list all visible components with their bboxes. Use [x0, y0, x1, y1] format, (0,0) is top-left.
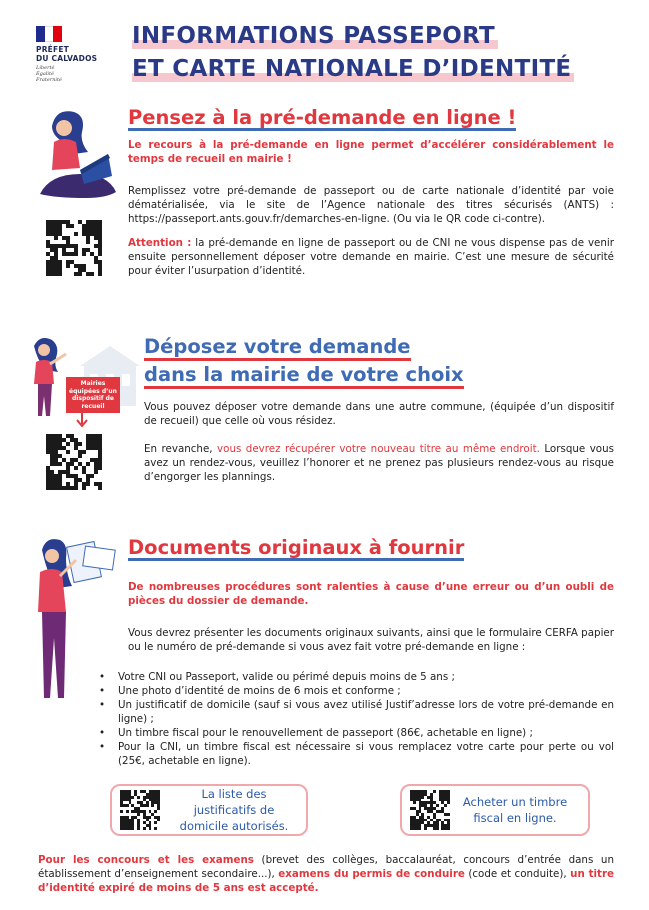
woman-laptop-illustration — [34, 106, 118, 204]
qr-code-icon[interactable] — [46, 434, 102, 490]
mairies-tag: Mairies équipées d’un dispositif de recueil — [66, 377, 120, 413]
title-line1: INFORMATIONS PASSEPORT — [132, 20, 498, 53]
prefecture-logo — [36, 26, 126, 83]
section1-lead: Le recours à la pré-demande en ligne permet d’accélérer considérablement le temps de recueil en mairie ! — [128, 139, 614, 165]
list-item: • Un justificatif de domicile (sauf si vous avez utilisé Justif’adresse lors de votre pré-demande en ligne) ; — [98, 698, 614, 726]
list-item: • Une photo d’identité de moins de 6 mois et conforme ; — [98, 684, 614, 698]
list-item: • Un timbre fiscal pour le renouvellement de passeport (86€, achetable en ligne) ; — [98, 726, 614, 740]
arrow-down-icon — [76, 410, 88, 430]
justificatifs-button[interactable]: La liste des justificatifs de domicile autorisés. — [110, 784, 308, 836]
logo-line2: DU CALVADOS — [36, 54, 98, 63]
french-flag-icon — [36, 26, 62, 42]
motto-liberte: Liberté — [36, 65, 55, 71]
section1-heading: Pensez à la pré-demande en ligne ! — [128, 106, 517, 129]
qr-code-icon[interactable] — [46, 220, 102, 276]
motto-egalite: Égalité — [36, 71, 54, 77]
section2-para1: Vous pouvez déposer votre demande dans une autre commune, (équipée d’un dispositif de recueil) que celle où vous résidez. — [144, 401, 614, 427]
qr-code-icon — [120, 790, 160, 830]
documents-list — [98, 670, 614, 768]
section3-intro: Vous devrez présenter les documents originaux suivants, ainsi que le formulaire CERFA papier ou le numéro de pré-demande si vous avez fait votre pré-demande en ligne : — [128, 627, 614, 653]
title-line2: ET CARTE NATIONALE D’IDENTITÉ — [132, 53, 574, 86]
logo-line1: PRÉFET — [36, 45, 69, 54]
page-title — [132, 20, 574, 86]
qr-code-icon — [410, 790, 450, 830]
list-item: • Pour la CNI, un timbre fiscal est nécessaire si vous remplacez votre carte pour perte ou vol (25€, achetable en ligne). — [98, 740, 614, 768]
section1-attention: Attention : la pré-demande en ligne de passeport ou de CNI ne vous dispense pas de venir ensuite personnellement déposer votre demande en mairie. C’est une mesure de sécurité pour éviter l’usurpation d’identité. — [128, 237, 614, 277]
section3-heading: Documents originaux à fournir — [128, 536, 465, 559]
section3-lead: De nombreuses procédures sont ralenties à cause d’une erreur ou d’un oubli de pièces du dossier de demande. — [128, 581, 614, 607]
section2-heading: Déposez votre demande dans la mairie de votre choix — [144, 333, 464, 389]
section1-para1: Remplissez votre pré-demande de passeport ou de carte nationale d’identité par voie dématérialisée, via le site de l’Agence nationale des titres sécurisés (ANTS) : https://passeport.ants.gouv.fr/demarches-en-ligne. (Ou via le QR code ci-contre). — [128, 185, 614, 225]
footer-note: Pour les concours et les examens (brevet des collèges, baccalauréat, concours d’entrée dans un établissement d’enseignement secondaire...), examens du permis de conduire (code et conduite), un titre d’identité expiré de moins de 5 ans est accepté. — [38, 854, 615, 894]
timbre-fiscal-button[interactable]: Acheter un timbre fiscal en ligne. — [400, 784, 590, 836]
list-item: • Votre CNI ou Passeport, valide ou périmé depuis moins de 5 ans ; — [98, 670, 614, 684]
motto-fraternite: Fraternité — [36, 77, 62, 83]
section2-para2: En revanche, vous devrez récupérer votre nouveau titre au même endroit. Lorsque vous avez un rendez-vous, veuillez l’honorer et ne prenez pas plusieurs rendez-vous au risque d’engorger les plannings. — [144, 443, 614, 483]
